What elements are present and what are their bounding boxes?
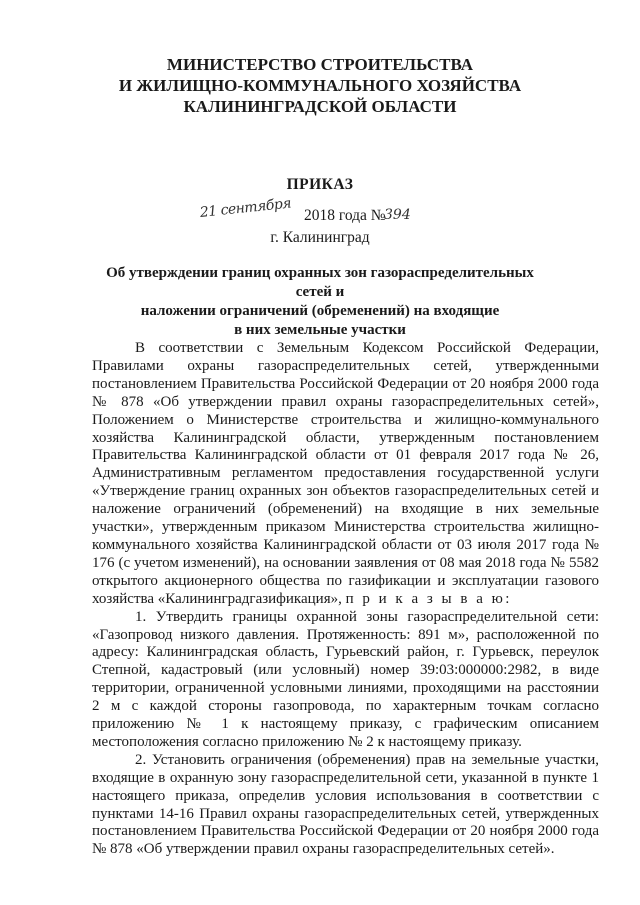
subject-line-3: в них земельные участки <box>234 322 406 338</box>
order-subject <box>90 264 550 340</box>
order-city: г. Калининград <box>270 229 370 246</box>
ministry-line-2: И ЖИЛИЩНО-КОММУНАЛЬНОГО ХОЗЯЙСТВА <box>118 76 522 95</box>
subject-line-2: наложении ограничений (обременений) на входящие <box>140 303 500 319</box>
clause-2-paragraph: 2. Установить ограничения (обременения) прав на земельные участки, входящие в охранную зону газораспределительной сети, указанной в пункте 1 настоящего приказа, определив условия использования в соответствии с пунктами 14-16 Правил охраны газораспределительных сетей, утвержденных постановлением Правительства Российской Федерации от 20 ноября 2000 года № 878 «Об утверждении правил охраны газораспределительных сетей». <box>92 751 599 858</box>
ministry-header <box>60 54 580 117</box>
clause-1-paragraph: 1. Утвердить границы охранной зоны газораспределительной сети: «Газопровод низкого давления. Протяженность: 891 м», расположенной по адресу: Калининградская область, Гурьевский район, г. Гурьевск, переулок Степной, кадастровый (или условный) номер 39:03:000000:2982, в виде территории, ограниченной условными линиями, проходящими на расстоянии 2 м с каждой стороны газопровода, по характерным точкам согласно приложению № 1 к настоящему приказу, с графическим описанием местоположения согласно приложению № 2 к настоящему приказу. <box>92 608 599 750</box>
printed-date: 2018 года № <box>304 207 386 224</box>
preamble-text: В соответствии с Земельным Кодексом Российской Федерации, Правилами охраны газораспределительных сетей, утвержденными постановлением Правительства Российской Федерации от 20 ноября 2000 года № 878 «Об утверждении правил охраны газораспределительных сетей», Положением о Министерстве строительства и жилищно-коммунального хозяйства Калининградской области, утвержденным постановлением Правительства Калининградской области от 01 февраля 2017 года № 26, Административным регламентом предоставления государственной услуги «Утверждение границ охранных зон объектов газораспределительных сетей и наложение ограничений (обременений) на входящие в них земельные участки», утвержденным приказом Министерства строительства жилищно-коммунального хозяйства Калининградской области от 03 июля 2017 года № 176 (с учетом изменений), на основании заявления от 08 мая 2018 года № 5582 открытого акционерного общества по газификации и эксплуатации газового хозяйства «Калининградгазификация», <box>92 340 599 607</box>
handwritten-date: 21 сентября <box>199 195 292 221</box>
order-date-line <box>199 195 500 231</box>
subject-line-1: Об утверждении границ охранных зон газораспределительных сетей и <box>106 265 534 300</box>
prikazyvayu-word: п р и к а з ы в а ю: <box>345 590 512 607</box>
ministry-line-3: КАЛИНИНГРАДСКОЙ ОБЛАСТИ <box>183 97 457 116</box>
ministry-line-1: МИНИСТЕРСТВО СТРОИТЕЛЬСТВА <box>166 55 474 74</box>
preamble-paragraph <box>92 340 599 609</box>
order-title: ПРИКАЗ <box>286 176 354 193</box>
order-body <box>92 340 599 859</box>
handwritten-order-number: 394 <box>384 207 411 223</box>
